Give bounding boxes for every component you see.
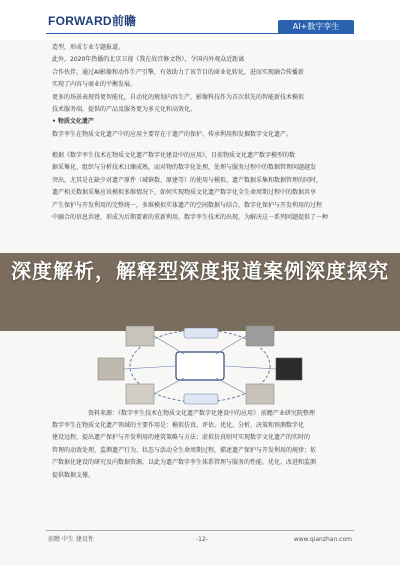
digital-twin-diagram xyxy=(92,320,308,408)
text-line: 突出，尤其是在缺少对遗产原件（城镇数、原建等）的使用与模拟、遗产数据采集和数据管理的同时， xyxy=(52,176,323,184)
diagram-connector xyxy=(216,378,246,394)
text-line: 造型，形成专业专题报道。 xyxy=(52,44,125,51)
figure-caption: 资料来源：《数字孪生技术在物质文化遗产数字化建设中的应用》 前瞻产业研究院整理 xyxy=(88,410,315,417)
diagram-connector xyxy=(224,366,276,369)
header-divider xyxy=(46,33,354,34)
diagram-thumbnail-top-left xyxy=(126,326,154,346)
diagram-thumbnail-left xyxy=(98,358,124,380)
text-line: 建设远程、提出遗产保护与开发利用的建筑策略与方法；虚拟仿真则可实现数字文化遗产的实时的 xyxy=(52,434,311,442)
overlay-title: 深度解析，解释型深度报道案例深度探究 xyxy=(11,259,389,283)
footer-url[interactable]: www.qianzhan.com xyxy=(293,536,352,543)
diagram-thumbnail-bottom-left xyxy=(126,384,154,404)
text-line: 技术服务端，提供的产品及服务更为多元化和高效化。 xyxy=(52,106,197,114)
diagram-thumbnail-right xyxy=(276,358,302,380)
text-line: 产数据化建设的研究及内数据资源，以此为遗产数字孪生体系管理与服务的性能、优化、改进和监测 xyxy=(52,459,317,467)
text-line: 数字孪生在物质文化遗产中的应用主要存在于遗产的保护、传承利用和发掘数字文化遗产。 xyxy=(52,130,293,138)
footer-divider xyxy=(46,530,354,531)
text-line: 提供数据支撑。 xyxy=(52,471,95,479)
diagram-node-top xyxy=(184,328,218,338)
footer-brand: 前瞻 中生 建设性 xyxy=(48,536,94,543)
section-bullet: • 物质文化遗产 xyxy=(52,118,94,126)
text-line: 遗产相关数据采集应该模拟多维情况下，如何实现物质文化遗产数字化全生命周期过程中的数据共享 xyxy=(52,189,317,197)
brand-logo: FORWARD前瞻 xyxy=(48,14,137,28)
diagram-core-box xyxy=(176,352,224,380)
text-line: 数字孪生在物质文化遗产领域的主要作用是：模拟仿真、评估、优化、分析、决策和预测数字化 xyxy=(52,422,305,429)
text-line: 实现了内容与商业的平衡发展。 xyxy=(52,81,137,89)
diagram-connector xyxy=(124,366,176,369)
diagram-connector xyxy=(154,378,184,394)
text-line: 合作伙伴，通过AI影像和动作生产引擎，有效助力了该节目的商业化转化，进而实现融合传播新 xyxy=(52,68,304,76)
page-header xyxy=(0,0,400,40)
body-text-top xyxy=(52,42,352,141)
text-line: 产生保护与开发利用的完整统一，多维模拟实体遗产的空间数据与结合，数字化保护与开发利用的过程 xyxy=(52,201,323,209)
body-text-bottom xyxy=(52,420,352,482)
diagram-node-bottom xyxy=(184,394,218,404)
text-line: 据采集化、组织与分析技术日臻成熟，而对物的数字化处理，处理与服务过程中的数据管理问题越发 xyxy=(52,164,317,172)
body-text-middle xyxy=(52,150,352,224)
diagram-connector xyxy=(216,336,246,354)
page-number: -12- xyxy=(196,536,208,543)
diagram-thumbnail-top-right xyxy=(246,326,274,346)
text-line: 中融合的信息共建，形成为后期要素的重新利用。数字孪生技术的出现，为解决这一系列问题提供了一种 xyxy=(52,214,329,222)
text-line: 此外，2020年热播的北京卫视《我在故宫修文物》，令国内外观众近距离 xyxy=(52,56,245,64)
diagram-thumbnail-bottom-right xyxy=(246,384,274,404)
text-line: 管理的动效处理，监测遗产行为、状态与活动全生命周期过程，描述遗产保护与开发利用的规律；依 xyxy=(52,446,317,454)
text-line: 更多的场景表现得更智能化，自动化的规划内容生产，影像科技作为首次供先的智能新技术模拟 xyxy=(52,93,305,101)
diagram-connector xyxy=(154,336,184,354)
header-tag: AI+数字孪生 xyxy=(278,20,354,34)
text-line: 根据《数字孪生技术在物质文化遗产数字化建设中的应用》，目前物质文化遗产数字模型的数 xyxy=(52,152,296,159)
